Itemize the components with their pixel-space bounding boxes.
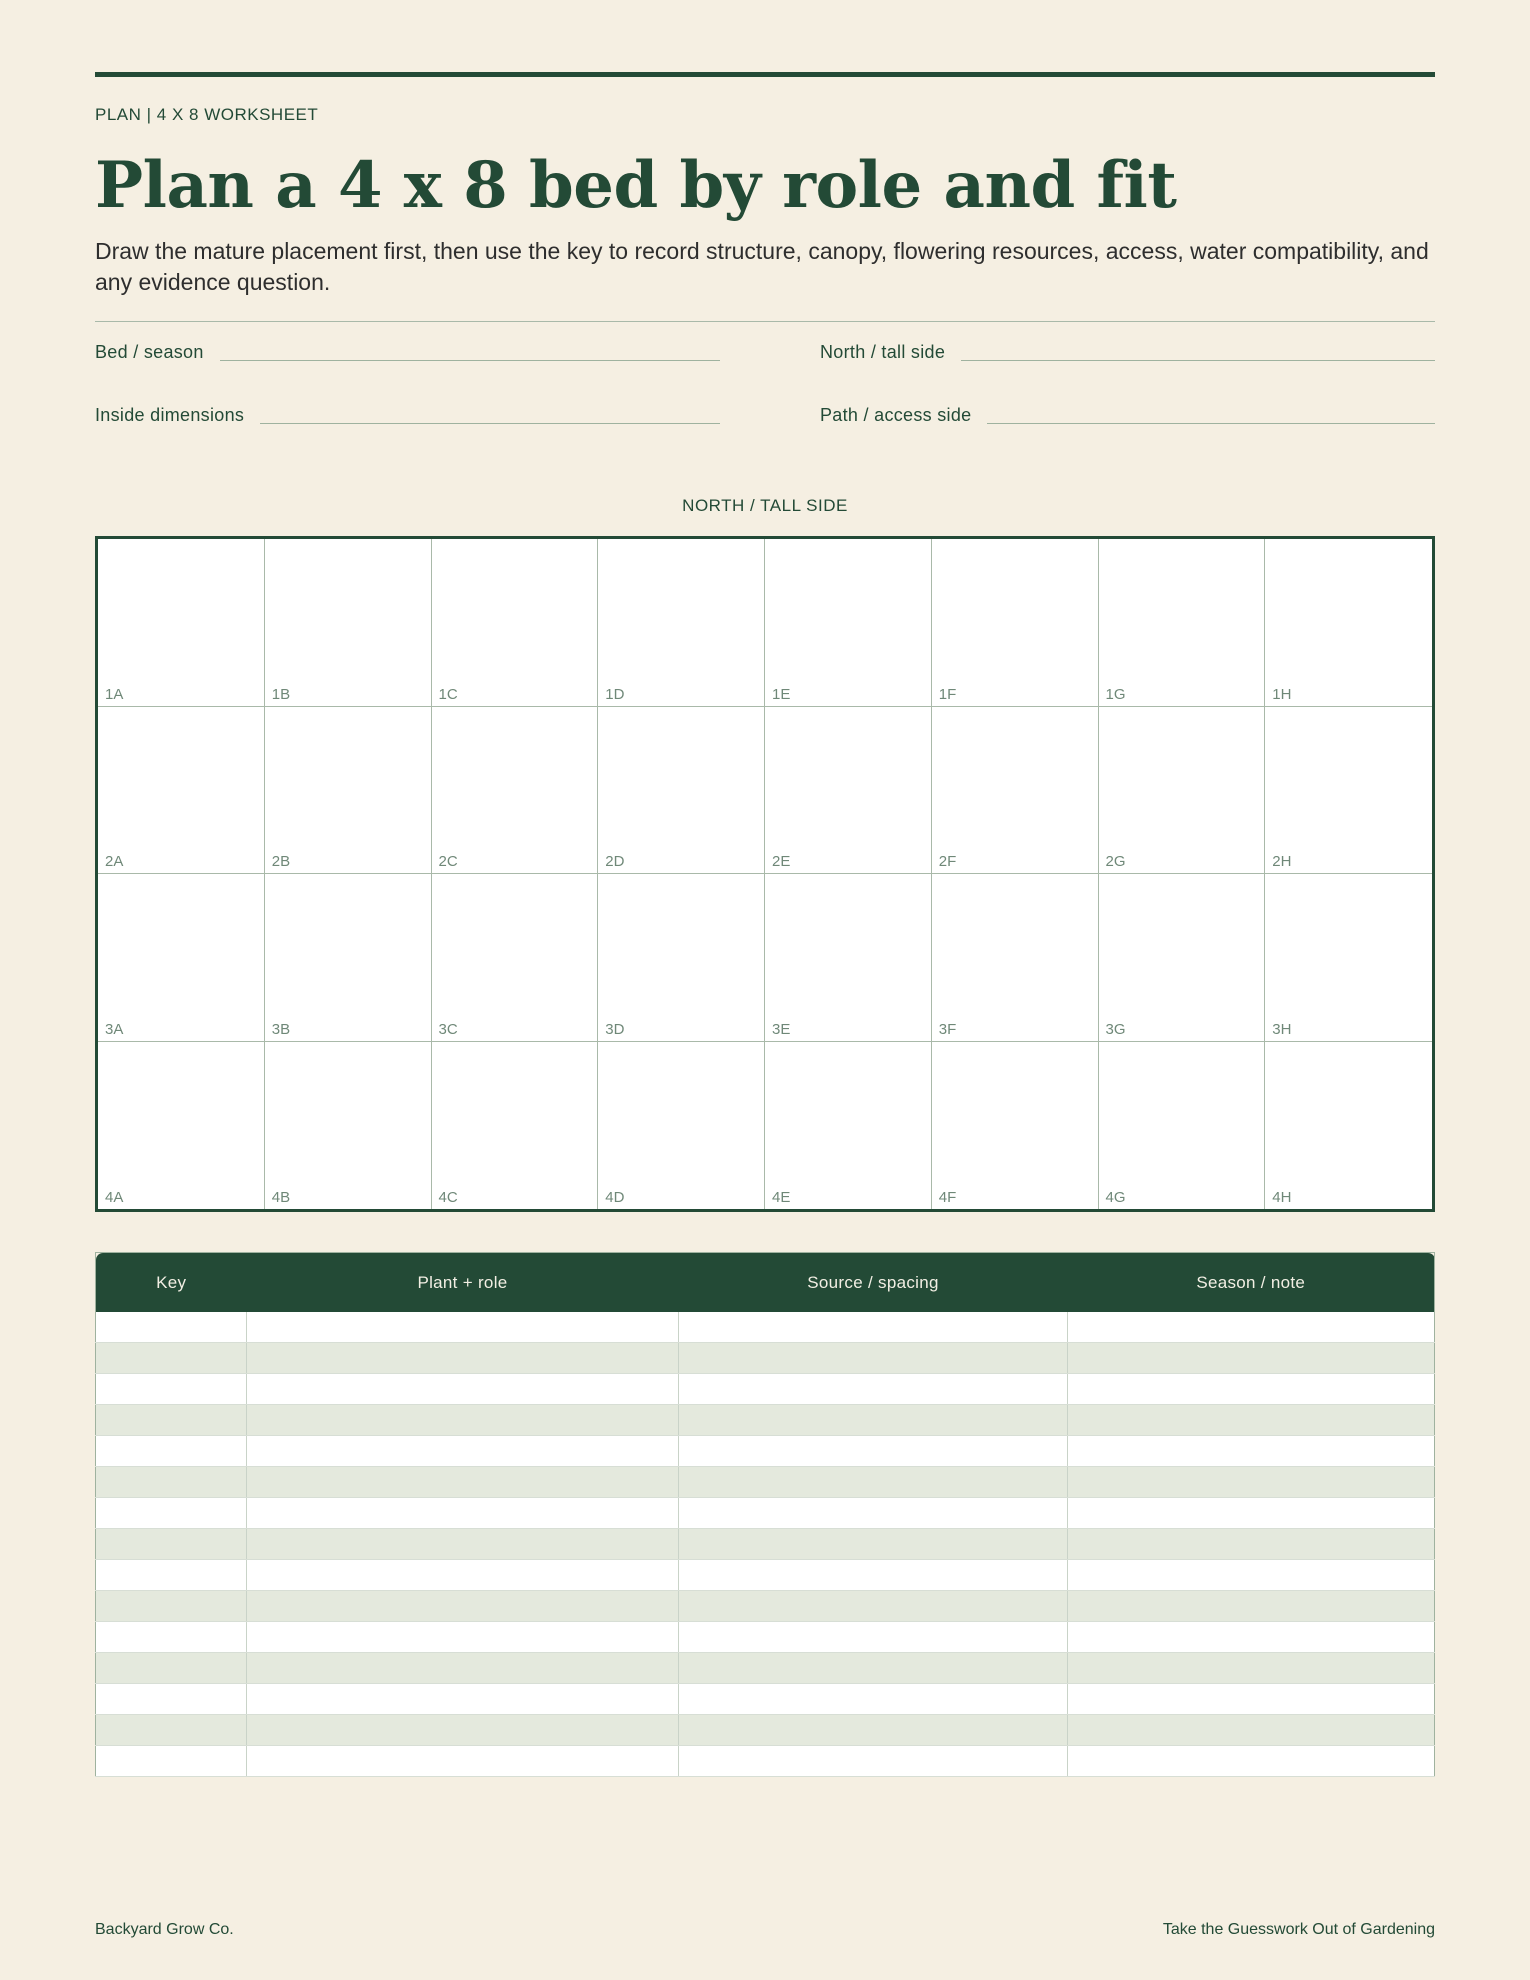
key-table-cell[interactable]: [679, 1467, 1068, 1498]
key-table-row: [96, 1467, 1435, 1498]
grid-cell-label: 4A: [105, 1189, 124, 1206]
key-table-cell[interactable]: [247, 1653, 679, 1684]
grid-cell-label: 4B: [271, 1189, 291, 1206]
grid-cell-label: 3A: [105, 1020, 124, 1038]
key-table-cell[interactable]: [96, 1591, 247, 1622]
key-table-cell[interactable]: [1068, 1529, 1435, 1560]
key-table-row: [96, 1436, 1435, 1467]
key-table-cell[interactable]: [679, 1560, 1068, 1591]
key-column-header: Key: [96, 1253, 247, 1313]
key-table-cell[interactable]: [247, 1684, 679, 1715]
north-tall-side-line[interactable]: [961, 359, 1435, 361]
key-table-cell[interactable]: [1068, 1560, 1435, 1591]
grid-cell[interactable]: [1265, 707, 1432, 875]
key-table-row: [96, 1591, 1435, 1622]
grid-cell-label: 3G: [1105, 1020, 1126, 1038]
grid-cell-label: 2A: [105, 853, 124, 870]
grid-cell[interactable]: [432, 707, 599, 875]
grid-cell-label: 4F: [938, 1189, 957, 1206]
grid-cell-label: 2C: [438, 853, 458, 870]
key-table-cell[interactable]: [247, 1498, 679, 1529]
key-table-cell[interactable]: [1068, 1498, 1435, 1529]
key-table: [95, 1252, 1435, 1777]
inside-dimensions-label: Inside dimensions: [95, 405, 245, 425]
key-table-cell[interactable]: [247, 1312, 679, 1343]
inside-dimensions-field[interactable]: [95, 405, 720, 426]
grid-cell-label: 3B: [271, 1020, 291, 1038]
grid-cell-label: 2H: [1272, 853, 1292, 870]
key-table-row: [96, 1498, 1435, 1529]
grid-cell[interactable]: [932, 539, 1099, 707]
grid-cell-label: 2E: [772, 853, 791, 870]
path-access-side-field[interactable]: [820, 405, 1435, 426]
grid-cell[interactable]: [432, 1042, 599, 1210]
key-table-cell[interactable]: [247, 1622, 679, 1653]
key-table-cell[interactable]: [679, 1436, 1068, 1467]
grid-cell-label: 2B: [271, 853, 291, 870]
key-table-cell[interactable]: [96, 1622, 247, 1653]
grid-cell-label: 1G: [1105, 685, 1126, 703]
path-access-side-label: Path / access side: [820, 405, 972, 425]
key-table-cell[interactable]: [247, 1560, 679, 1591]
grid-cell[interactable]: [598, 1042, 765, 1210]
page-subtitle: Draw the mature placement first, then use the key to record structure, canopy, flowering resources, access, water compatibility, and any evidence question.: [95, 238, 1429, 295]
top-rule: [95, 72, 1435, 77]
grid-cell[interactable]: [265, 707, 432, 875]
key-table-cell[interactable]: [96, 1312, 247, 1343]
key-table-row: [96, 1374, 1435, 1405]
grid-cell[interactable]: [765, 874, 932, 1042]
grid-cell[interactable]: [1099, 1042, 1266, 1210]
key-table-cell[interactable]: [96, 1560, 247, 1591]
grid-cell[interactable]: [932, 707, 1099, 875]
key-table-cell[interactable]: [679, 1746, 1068, 1777]
key-table-row: [96, 1622, 1435, 1653]
key-table-cell[interactable]: [96, 1374, 247, 1405]
bed-season-line[interactable]: [220, 359, 720, 361]
footer-tagline: Take the Guesswork Out of Gardening: [1162, 1921, 1435, 1938]
inside-dimensions-line[interactable]: [260, 422, 720, 424]
key-table-cell[interactable]: [1068, 1746, 1435, 1777]
key-table-row: [96, 1746, 1435, 1777]
key-table-cell[interactable]: [247, 1374, 679, 1405]
key-table-cell[interactable]: [96, 1529, 247, 1560]
grid-cell-label: 3C: [438, 1020, 458, 1038]
grid-cell[interactable]: [765, 539, 932, 707]
key-table-cell[interactable]: [247, 1591, 679, 1622]
grid-cell-label: 3H: [1272, 1020, 1292, 1038]
key-table-row: [96, 1529, 1435, 1560]
key-table-cell[interactable]: [679, 1405, 1068, 1436]
grid-cell-label: 1C: [438, 685, 458, 703]
source-spacing-column-header: Source / spacing: [679, 1253, 1068, 1313]
grid-cell[interactable]: [1265, 874, 1432, 1042]
key-table-cell[interactable]: [96, 1653, 247, 1684]
key-table-row: [96, 1560, 1435, 1591]
key-table-cell[interactable]: [679, 1498, 1068, 1529]
grid-cell[interactable]: [265, 1042, 432, 1210]
key-table-cell[interactable]: [1068, 1591, 1435, 1622]
grid-cell[interactable]: [98, 874, 265, 1042]
key-table-cell[interactable]: [1068, 1715, 1435, 1746]
key-table-cell[interactable]: [679, 1312, 1068, 1343]
grid-cell[interactable]: [1099, 707, 1266, 875]
key-table-cell[interactable]: [96, 1436, 247, 1467]
key-table-cell[interactable]: [1068, 1343, 1435, 1374]
grid-cell-label: 2D: [605, 853, 625, 870]
grid-cell[interactable]: [432, 539, 599, 707]
key-table-cell[interactable]: [247, 1715, 679, 1746]
key-table-header-row: [96, 1253, 1435, 1313]
key-table-row: [96, 1343, 1435, 1374]
grid-cell[interactable]: [1265, 539, 1432, 707]
key-table-cell[interactable]: [96, 1498, 247, 1529]
key-table-cell[interactable]: [679, 1715, 1068, 1746]
grid-cell[interactable]: [598, 539, 765, 707]
key-table-cell[interactable]: [1068, 1622, 1435, 1653]
grid-cell-label: 3E: [772, 1020, 791, 1038]
key-table-row: [96, 1684, 1435, 1715]
key-table-cell[interactable]: [96, 1715, 247, 1746]
grid-cell[interactable]: [432, 874, 599, 1042]
north-tall-side-field[interactable]: [820, 342, 1435, 363]
key-table-cell[interactable]: [247, 1467, 679, 1498]
season-note-column-header: Season / note: [1068, 1253, 1435, 1313]
grid-cell[interactable]: [265, 539, 432, 707]
grid-cell[interactable]: [932, 874, 1099, 1042]
page-title: Plan a 4 x 8 bed by role and fit: [95, 148, 1177, 223]
grid-cell-label: 1B: [271, 685, 291, 703]
key-table-cell[interactable]: [96, 1467, 247, 1498]
key-table-row: [96, 1405, 1435, 1436]
grid-cell[interactable]: [598, 874, 765, 1042]
key-table-cell[interactable]: [247, 1436, 679, 1467]
key-table-cell[interactable]: [96, 1405, 247, 1436]
grid-cell[interactable]: [932, 1042, 1099, 1210]
key-table-cell[interactable]: [679, 1343, 1068, 1374]
key-table-cell[interactable]: [96, 1684, 247, 1715]
grid-cell[interactable]: [98, 1042, 265, 1210]
grid-cell-label: 4H: [1272, 1189, 1292, 1206]
grid-cell-label: 4C: [438, 1189, 458, 1206]
path-access-side-line[interactable]: [987, 422, 1435, 424]
grid-cell[interactable]: [265, 874, 432, 1042]
key-table-cell[interactable]: [679, 1653, 1068, 1684]
grid-cell-label: 1A: [105, 685, 124, 703]
key-table-cell[interactable]: [679, 1591, 1068, 1622]
header-divider: [95, 321, 1435, 322]
grid-cell-label: 1H: [1272, 685, 1292, 703]
grid-cell-label: 1F: [938, 685, 957, 703]
grid-cell[interactable]: [98, 539, 265, 707]
key-table-cell[interactable]: [1068, 1684, 1435, 1715]
key-table-body: [96, 1312, 1435, 1777]
grid-cell-label: 1D: [605, 685, 625, 703]
bed-grid: [95, 536, 1435, 1212]
grid-cell-label: 4D: [605, 1189, 625, 1206]
bed-season-label: Bed / season: [95, 342, 204, 362]
key-table-cell[interactable]: [679, 1684, 1068, 1715]
footer-brand: Backyard Grow Co.: [95, 1921, 234, 1938]
key-table-row: [96, 1653, 1435, 1684]
grid-cell-label: 2G: [1105, 853, 1126, 870]
grid-cell[interactable]: [1099, 539, 1266, 707]
key-table-cell[interactable]: [679, 1529, 1068, 1560]
key-table-cell[interactable]: [1068, 1436, 1435, 1467]
key-table-cell[interactable]: [96, 1343, 247, 1374]
grid-cell-label: 3F: [938, 1020, 957, 1038]
key-table-cell[interactable]: [1068, 1374, 1435, 1405]
key-table-cell[interactable]: [1068, 1312, 1435, 1343]
grid-cell[interactable]: [1265, 1042, 1432, 1210]
grid-cell[interactable]: [765, 707, 932, 875]
grid-cell[interactable]: [1099, 874, 1266, 1042]
worksheet-eyebrow: PLAN | 4 X 8 WORKSHEET: [95, 105, 319, 124]
grid-cell-label: 3D: [605, 1020, 625, 1038]
grid-caption: NORTH / TALL SIDE: [682, 496, 848, 515]
grid-cell-label: 4G: [1105, 1189, 1126, 1206]
key-table-cell[interactable]: [1068, 1467, 1435, 1498]
grid-cell[interactable]: [98, 707, 265, 875]
key-table-cell[interactable]: [247, 1405, 679, 1436]
key-table-row: [96, 1715, 1435, 1746]
grid-cell-label: 4E: [772, 1189, 791, 1206]
key-table-cell[interactable]: [1068, 1405, 1435, 1436]
key-table-cell[interactable]: [247, 1529, 679, 1560]
key-table-cell[interactable]: [1068, 1653, 1435, 1684]
key-table-row: [96, 1312, 1435, 1343]
grid-cell[interactable]: [765, 1042, 932, 1210]
key-table-cell[interactable]: [247, 1746, 679, 1777]
key-table-cell[interactable]: [96, 1746, 247, 1777]
key-table-cell[interactable]: [247, 1343, 679, 1374]
north-tall-side-label: North / tall side: [820, 342, 946, 362]
key-table-cell[interactable]: [679, 1622, 1068, 1653]
grid-cell-label: 1E: [772, 685, 791, 703]
key-table-cell[interactable]: [679, 1374, 1068, 1405]
grid-cell-label: 2F: [938, 853, 957, 870]
bed-season-field[interactable]: [95, 342, 720, 363]
grid-cell[interactable]: [598, 707, 765, 875]
plant-role-column-header: Plant + role: [247, 1253, 679, 1313]
